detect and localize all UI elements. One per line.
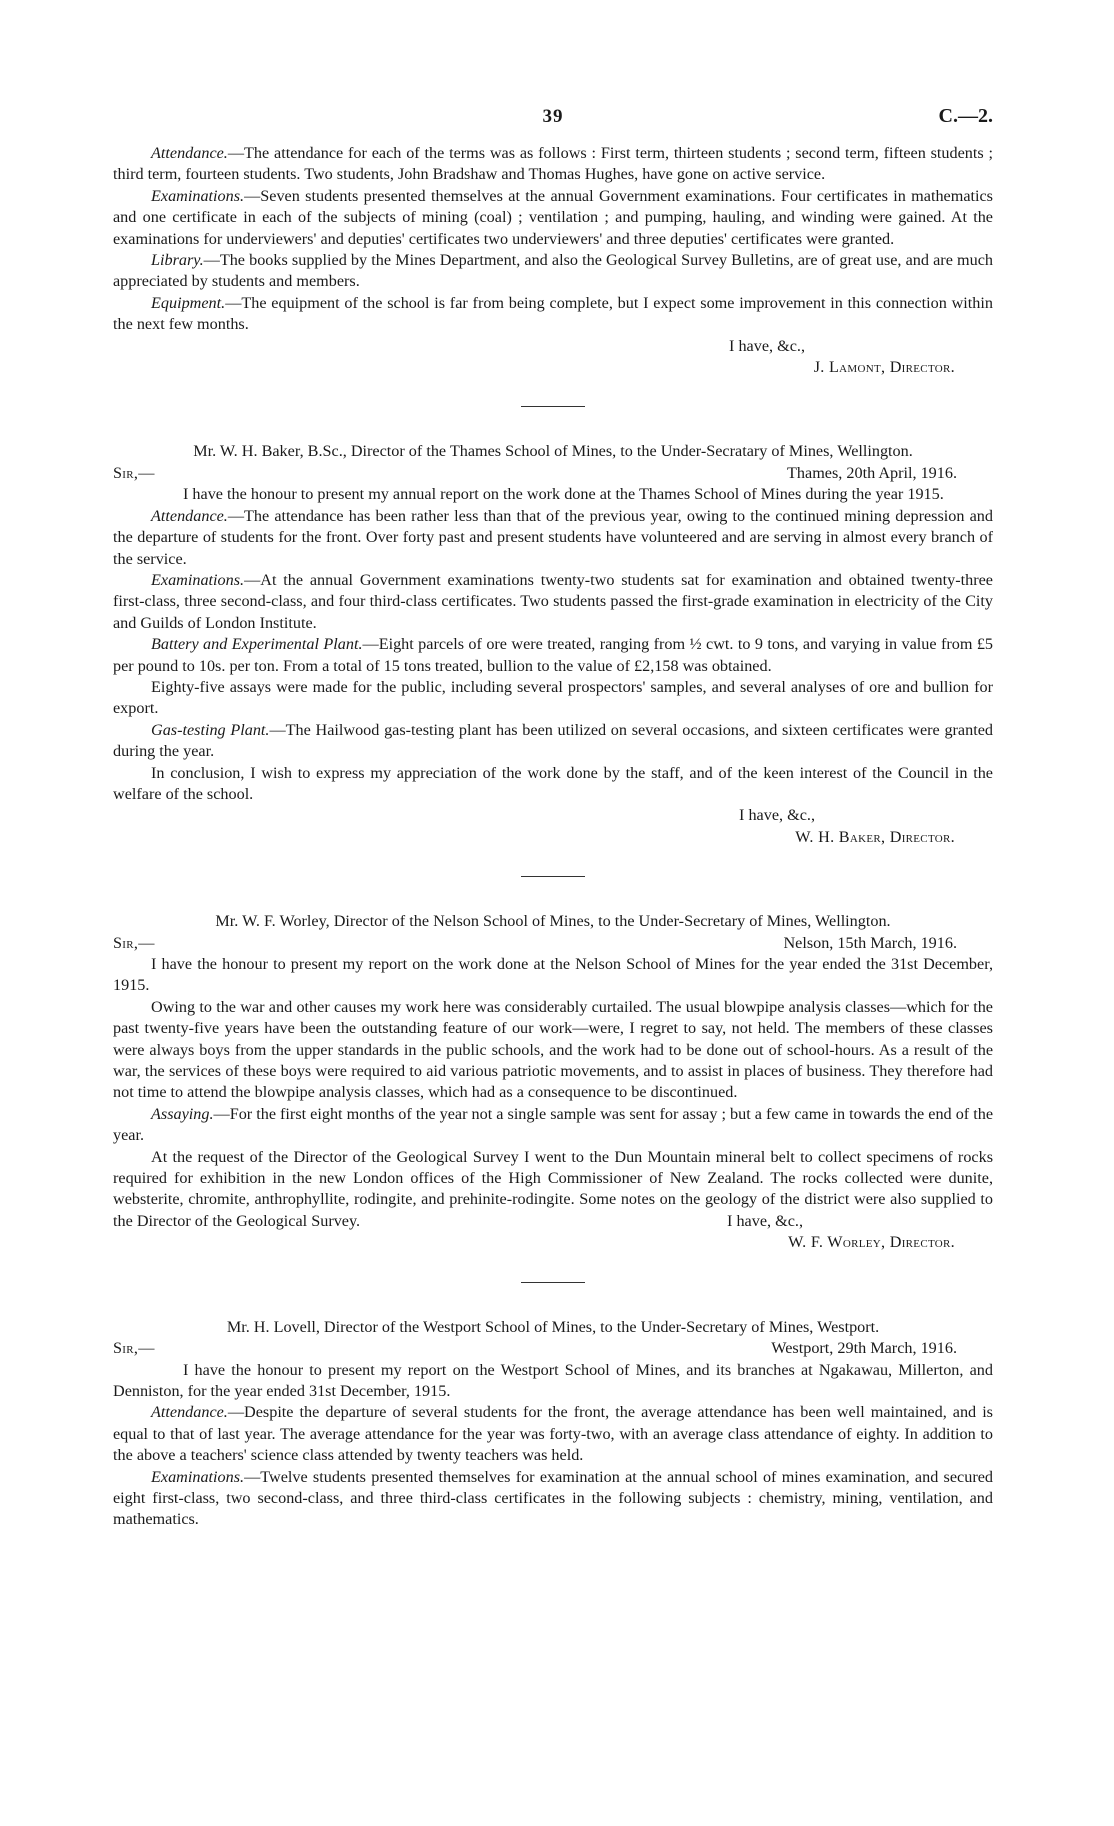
section-lovell-report (113, 1317, 993, 1531)
salutation: Sir,— (113, 463, 155, 482)
address-line: Mr. W. H. Baker, B.Sc., Director of the Thames School of Mines, to the Under-Secratary of Mines, Wellington. (193, 442, 913, 461)
heading-assaying: Assaying. (151, 1104, 214, 1123)
section-baker-report (113, 441, 993, 848)
paragraph-assaying: Assaying.—For the first eight months of the year not a single sample was sent for assay ; but a few came in towards the end of the year. (113, 1104, 993, 1145)
heading-equipment: Equipment. (151, 293, 226, 312)
letter-date: Thames, 20th April, 1916. (787, 463, 957, 482)
paragraph-conclusion: In conclusion, I wish to express my appreciation of the work done by the staff, and of the keen interest of the Council in the welfare of the school. (113, 763, 993, 803)
paragraph-library: Library.—The books supplied by the Mines Department, and also the Geological Survey Bulletins, are of great use, and are much appreciated by students and members. (113, 251, 993, 291)
address-line: Mr. H. Lovell, Director of the Westport School of Mines, to the Under-Secretary of Mines, Westport. (226, 1317, 880, 1336)
heading-attendance: Attendance. (151, 144, 228, 162)
paragraph-intro: I have the honour to present my annual report on the work done at the Thames School of Mines during the year 1915. (183, 485, 944, 504)
section-divider (521, 1282, 585, 1283)
paragraph-examinations: Examinations.—Seven students presented themselves at the annual Government examinations. Four certificates in mathematics and one certificate in each of the subjects of mining (coal) ; ventilation ; and pumping, hauling, and winding were gained. At the examinations for underviewers' and deputies' certificates two underviewers' and three deputies' certificates were granted. (113, 186, 993, 248)
heading-library: Library. (151, 251, 204, 270)
heading-battery: Battery and Experimental Plant. (151, 635, 363, 654)
signature: W. H. Baker, Director. (795, 827, 955, 846)
paragraph-attendance: Attendance.—Despite the departure of several students for the front, the average attendance has been well maintained, and is equal to that of last year. The average attendance for the year was forty-two, with an average class attendance of eighty. In addition to the above a teachers' science class attended by twenty teachers was held. (113, 1403, 993, 1465)
closing-phrase: I have, &c., (729, 336, 805, 355)
section-divider (521, 876, 585, 877)
paragraph-gas-testing: Gas-testing Plant.—The Hailwood gas-testing plant has been utilized on several occasions, and sixteen certificates were granted during the year. (113, 720, 993, 761)
closing-phrase: I have, &c., (739, 806, 815, 825)
heading-examinations: Examinations. (151, 570, 245, 589)
heading-attendance: Attendance. (151, 1403, 228, 1422)
paragraph-assays: Eighty-five assays were made for the public, including several prospectors' samples, and several analyses of ore and bullion for export. (113, 677, 993, 718)
heading-attendance: Attendance. (151, 506, 228, 525)
document-code: C.—2. (938, 105, 993, 127)
signature: W. F. Worley, Director. (788, 1233, 955, 1252)
paragraph-attendance: Attendance.—The attendance has been rather less than that of the previous year, owing to the continued mining depression and the departure of students for the front. Over forty past and present students have volunteered and are serving in almost every branch of the service. (113, 506, 993, 568)
paragraph-attendance: Attendance.—The attendance for each of the terms was as follows : First term, thirteen students ; second term, fifteen students ; third term, fourteen students. Two students, John Bradshaw and Thomas Hughes, have gone on active service. (113, 144, 993, 184)
paragraph-examinations: Examinations.—Twelve students presented themselves for examination at the annual school of mines examination, and secured eight first-class, two second-class, and three third-class certificates in the following subjects : chemistry, mining, ventilation, and mathematics. (113, 1467, 993, 1529)
heading-examinations: Examinations. (151, 186, 245, 205)
letter-date: Nelson, 15th March, 1916. (783, 933, 957, 952)
paragraph-intro: I have the honour to present my report on the work done at the Nelson School of Mines for the year ended the 31st December, 1915. (113, 955, 993, 995)
salutation: Sir,— (113, 1339, 155, 1358)
page-number: 39 (542, 106, 564, 127)
paragraph-battery: Battery and Experimental Plant.—Eight parcels of ore were treated, ranging from ½ cwt. to 9 tons, and varying in value from £5 per pound to 10s. per ton. From a total of 15 tons treated, bullion to the value of £2,158 was obtained. (113, 635, 994, 675)
paragraph-intro: I have the honour to present my report on the Westport School of Mines, and its branches at Ngakawau, Millerton, and Denniston, for the year ended 31st December, 1915. (113, 1360, 993, 1400)
paragraph-dun-mountain: At the request of the Director of the Geological Survey I went to the Dun Mountain mineral belt to collect specimens of rocks required for exhibition in the new London offices of the High Commissioner of New Zealand. The rocks collected were dunite, websterite, chromite, anthrophyllite, rodingite, and prehinite-rodingite. Some notes on the geology of the district were also supplied to the Director of the Geological Survey. (113, 1147, 993, 1230)
paragraph-equipment: Equipment.—The equipment of the school is far from being complete, but I expect some improvement in this connection within the next few months. (113, 293, 993, 334)
section-worley-report (113, 911, 993, 1254)
paragraph-examinations: Examinations.—At the annual Government examinations twenty-two students sat for examination and obtained twenty-three first-class, three second-class, and four third-class certificates. Two students passed the first-grade examination in electricity of the City and Guilds of London Institute. (113, 570, 993, 632)
letter-date: Westport, 29th March, 1916. (771, 1339, 957, 1358)
salutation-row (113, 933, 993, 954)
salutation-row (113, 1338, 993, 1359)
salutation-row (113, 463, 993, 484)
section-lamont-report (113, 143, 993, 378)
page-header (113, 106, 993, 132)
section-divider (521, 406, 585, 407)
salutation: Sir,— (113, 933, 155, 952)
heading-gas-testing: Gas-testing Plant. (151, 720, 270, 739)
address-line: Mr. W. F. Worley, Director of the Nelson School of Mines, to the Under-Secretary of Mines, Wellington. (215, 912, 891, 931)
paragraph-war-effects: Owing to the war and other causes my work here was considerably curtailed. The usual blowpipe analysis classes—which for the past twenty-five years have been the outstanding feature of our work—were, I regret to say, not held. The members of these classes were always boys from the upper standards in the public schools, and the work had to be done out of school-hours. As a result of the war, the services of these boys were required to aid various patriotic movements, and to assist in places of business. They therefore had not time to attend the blowpipe analysis classes, which had as a consequence to be discontinued. (113, 997, 993, 1102)
body-column (113, 143, 993, 1531)
heading-examinations: Examinations. (151, 1467, 245, 1486)
signature: J. Lamont, Director. (813, 358, 955, 377)
closing-phrase: I have, &c., (727, 1211, 803, 1230)
